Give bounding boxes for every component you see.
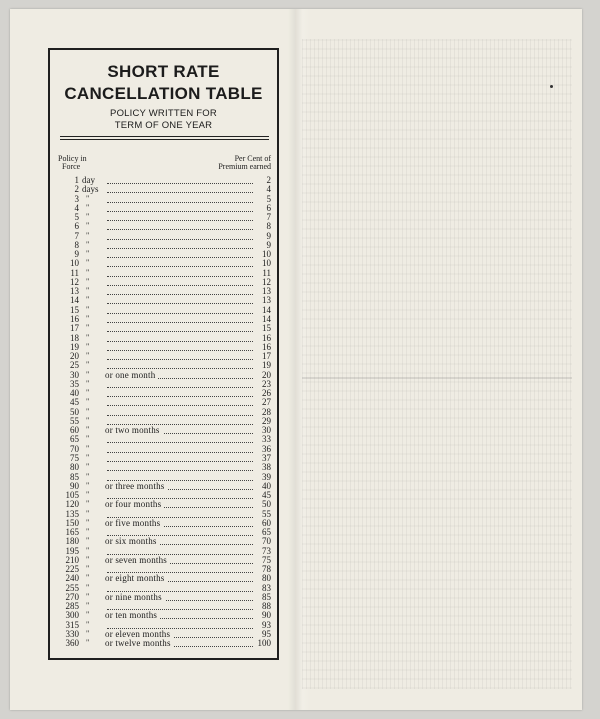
row-unit: days: [82, 184, 99, 195]
ditto-mark: ": [86, 564, 90, 574]
dot-leader: [107, 248, 253, 249]
column-header-premium: [218, 155, 271, 171]
ditto-mark: ": [86, 638, 90, 648]
ditto-mark: ": [86, 471, 90, 481]
row-percent: 45: [262, 490, 271, 501]
ditto-mark: ": [86, 406, 90, 416]
table-row: [50, 185, 277, 194]
row-days: 150: [65, 517, 79, 528]
column-header-premium-line1: Per Cent of: [234, 154, 271, 163]
title-rule-bottom: [60, 139, 269, 140]
row-month-equivalent: or one month: [105, 371, 158, 380]
table-title-line1: SHORT RATE: [107, 62, 220, 81]
table-row: [50, 296, 277, 305]
row-days: 315: [65, 619, 79, 630]
table-row: [50, 574, 277, 583]
table-row: [50, 482, 277, 491]
row-percent: 33: [262, 434, 271, 445]
dot-leader: [107, 211, 253, 212]
table-row: [50, 259, 277, 268]
ditto-mark: ": [86, 462, 90, 472]
row-days: 8: [74, 239, 79, 250]
table-row: [50, 408, 277, 417]
ditto-mark: ": [86, 610, 90, 620]
ditto-mark: ": [86, 508, 90, 518]
dot-leader: [107, 229, 253, 230]
row-days: 120: [65, 499, 79, 510]
table-row: [50, 398, 277, 407]
ditto-mark: ": [86, 276, 90, 286]
title-rule-top: [60, 136, 269, 137]
ditto-mark: ": [86, 527, 90, 537]
row-days: 1: [74, 175, 79, 185]
ditto-mark: ": [86, 452, 90, 462]
column-header-policy-line2: Force: [62, 162, 81, 171]
row-days: 55: [70, 415, 79, 426]
table-row: [50, 204, 277, 213]
ditto-mark: ": [86, 369, 90, 379]
ditto-mark: ": [86, 490, 90, 500]
table-row: [50, 195, 277, 204]
row-month-equivalent: or six months: [105, 537, 160, 546]
ditto-mark: ": [86, 221, 90, 231]
row-percent: 28: [262, 406, 271, 417]
table-row: [50, 315, 277, 324]
dot-leader: [107, 266, 253, 267]
row-percent: 4: [266, 184, 271, 195]
bleed-through-text: [302, 39, 572, 689]
ditto-mark: ": [86, 267, 90, 277]
row-days: 225: [65, 564, 79, 575]
row-percent: 40: [262, 480, 271, 491]
row-percent: 29: [262, 415, 271, 426]
row-percent: 90: [262, 610, 271, 621]
row-days: 60: [70, 425, 79, 436]
ditto-mark: ": [86, 629, 90, 639]
ditto-mark: ": [86, 425, 90, 435]
row-days: 35: [70, 378, 79, 389]
table-row: [50, 639, 277, 648]
ditto-mark: ": [86, 360, 90, 370]
row-percent: 10: [262, 249, 271, 260]
table-row: [50, 454, 277, 463]
row-percent: 13: [262, 286, 271, 297]
row-percent: 19: [262, 360, 271, 371]
row-days: 2: [74, 184, 79, 195]
dot-leader: [107, 257, 253, 258]
row-days: 135: [65, 508, 79, 519]
dot-leader: [107, 442, 253, 443]
table-row: [50, 287, 277, 296]
row-days: 80: [70, 462, 79, 473]
row-month-equivalent: or two months: [105, 426, 163, 435]
ditto-mark: ": [86, 415, 90, 425]
table-row: [50, 343, 277, 352]
ditto-mark: ": [86, 434, 90, 444]
ditto-mark: ": [86, 193, 90, 203]
row-percent: 55: [262, 508, 271, 519]
ditto-mark: ": [86, 323, 90, 333]
column-header-policy-line1: Policy in: [58, 154, 87, 163]
row-percent: 2: [266, 175, 271, 185]
row-percent: 83: [262, 582, 271, 593]
row-days: 11: [70, 267, 79, 278]
dot-leader: [107, 331, 253, 332]
row-percent: 30: [262, 425, 271, 436]
row-percent: 27: [262, 397, 271, 408]
row-percent: 50: [262, 499, 271, 510]
ditto-mark: ": [86, 351, 90, 361]
ditto-mark: ": [86, 388, 90, 398]
column-header-premium-line2: Premium earned: [218, 162, 271, 171]
bleed-through-divider: [302, 377, 572, 379]
row-month-equivalent: or eleven months: [105, 630, 173, 639]
row-days: 14: [70, 295, 79, 306]
row-percent: 70: [262, 536, 271, 547]
row-percent: 20: [262, 369, 271, 380]
row-percent: 80: [262, 573, 271, 584]
row-days: 10: [70, 258, 79, 269]
row-days: 6: [74, 221, 79, 232]
ditto-mark: ": [86, 239, 90, 249]
row-days: 240: [65, 573, 79, 584]
row-days: 50: [70, 406, 79, 417]
rate-table-rows: [50, 176, 277, 649]
row-month-equivalent: or eight months: [105, 574, 168, 583]
row-percent: 17: [262, 351, 271, 362]
table-row: [50, 232, 277, 241]
row-days: 30: [70, 369, 79, 380]
row-days: 255: [65, 582, 79, 593]
row-percent: 14: [262, 313, 271, 324]
ink-speck: [550, 85, 553, 88]
table-row: [50, 602, 277, 611]
row-month-equivalent: or ten months: [105, 611, 160, 620]
row-percent: 8: [266, 221, 271, 232]
dot-leader: [107, 313, 253, 314]
table-row: [50, 510, 277, 519]
row-days: 85: [70, 471, 79, 482]
row-percent: 75: [262, 554, 271, 565]
ditto-mark: ": [86, 313, 90, 323]
dot-leader: [107, 294, 253, 295]
table-row: [50, 324, 277, 333]
row-days: 17: [70, 323, 79, 334]
row-days: 75: [70, 452, 79, 463]
row-percent: 39: [262, 471, 271, 482]
row-days: 45: [70, 397, 79, 408]
row-percent: 65: [262, 527, 271, 538]
row-month-equivalent: or nine months: [105, 593, 165, 602]
ditto-mark: ": [86, 332, 90, 342]
ditto-mark: ": [86, 582, 90, 592]
table-row: [50, 556, 277, 565]
row-days: 12: [70, 276, 79, 287]
table-row: [50, 426, 277, 435]
table-row: [50, 463, 277, 472]
row-percent: 100: [257, 638, 271, 649]
row-days: 15: [70, 304, 79, 315]
row-days: 360: [65, 638, 79, 649]
ditto-mark: ": [86, 443, 90, 453]
row-month-equivalent: or twelve months: [105, 639, 174, 648]
row-days: 5: [74, 212, 79, 223]
table-subtitle-line1: POLICY WRITTEN FOR: [110, 108, 217, 119]
table-row: [50, 241, 277, 250]
row-days: 90: [70, 480, 79, 491]
table-row: [50, 584, 277, 593]
ditto-mark: ": [86, 341, 90, 351]
table-row: [50, 611, 277, 620]
table-row: [50, 278, 277, 287]
row-month-equivalent: or five months: [105, 519, 163, 528]
dot-leader: [107, 405, 253, 406]
dot-leader: [107, 387, 253, 388]
row-days: 65: [70, 434, 79, 445]
ditto-mark: ": [86, 304, 90, 314]
table-row: [50, 537, 277, 546]
row-days: 20: [70, 351, 79, 362]
row-days: 300: [65, 610, 79, 621]
row-days: 195: [65, 545, 79, 556]
row-percent: 38: [262, 462, 271, 473]
row-days: 165: [65, 527, 79, 538]
row-percent: 23: [262, 378, 271, 389]
dot-leader: [107, 415, 253, 416]
ditto-mark: ": [86, 378, 90, 388]
dot-leader: [107, 192, 253, 193]
row-days: 285: [65, 601, 79, 612]
row-unit: day: [82, 175, 95, 185]
row-days: 105: [65, 490, 79, 501]
row-percent: 12: [262, 276, 271, 287]
row-percent: 16: [262, 332, 271, 343]
row-days: 13: [70, 286, 79, 297]
dot-leader: [107, 470, 253, 471]
row-percent: 14: [262, 304, 271, 315]
table-row: [50, 435, 277, 444]
row-days: 25: [70, 360, 79, 371]
dot-leader: [107, 359, 253, 360]
table-row: [50, 500, 277, 509]
row-month-equivalent: or seven months: [105, 556, 170, 565]
row-percent: 16: [262, 341, 271, 352]
row-percent: 73: [262, 545, 271, 556]
row-days: 180: [65, 536, 79, 547]
row-days: 18: [70, 332, 79, 343]
table-row: [50, 380, 277, 389]
dot-leader: [107, 322, 253, 323]
table-row: [50, 250, 277, 259]
column-header-policy: [58, 155, 87, 171]
dot-leader: [107, 276, 253, 277]
ditto-mark: ": [86, 212, 90, 222]
ditto-mark: ": [86, 536, 90, 546]
table-row: [50, 445, 277, 454]
ditto-mark: ": [86, 397, 90, 407]
row-percent: 6: [266, 202, 271, 213]
row-percent: 5: [266, 193, 271, 204]
table-title-line2: CANCELLATION TABLE: [64, 84, 263, 103]
ditto-mark: ": [86, 295, 90, 305]
row-days: 7: [74, 230, 79, 241]
row-percent: 93: [262, 619, 271, 630]
table-row: [50, 306, 277, 315]
ditto-mark: ": [86, 258, 90, 268]
row-percent: 9: [266, 230, 271, 241]
row-percent: 36: [262, 443, 271, 454]
row-days: 4: [74, 202, 79, 213]
row-month-equivalent: or three months: [105, 482, 168, 491]
row-percent: 13: [262, 295, 271, 306]
row-days: 70: [70, 443, 79, 454]
row-percent: 9: [266, 239, 271, 250]
table-row: [50, 417, 277, 426]
dot-leader: [107, 341, 253, 342]
ditto-mark: ": [86, 554, 90, 564]
dot-leader: [107, 396, 253, 397]
row-percent: 37: [262, 452, 271, 463]
ditto-mark: ": [86, 249, 90, 259]
table-row: [50, 389, 277, 398]
row-days: 9: [74, 249, 79, 260]
table-row: [50, 334, 277, 343]
row-days: 3: [74, 193, 79, 204]
ditto-mark: ": [86, 573, 90, 583]
dot-leader: [107, 303, 253, 304]
ditto-mark: ": [86, 619, 90, 629]
row-days: 210: [65, 554, 79, 565]
table-row: [50, 352, 277, 361]
dot-leader: [107, 461, 253, 462]
row-percent: 26: [262, 388, 271, 399]
ditto-mark: ": [86, 591, 90, 601]
row-percent: 60: [262, 517, 271, 528]
table-row: [50, 491, 277, 500]
row-month-equivalent: or four months: [105, 500, 164, 509]
row-percent: 15: [262, 323, 271, 334]
table-row: [50, 269, 277, 278]
row-days: 40: [70, 388, 79, 399]
row-days: 330: [65, 629, 79, 640]
ditto-mark: ": [86, 499, 90, 509]
ditto-mark: ": [86, 480, 90, 490]
ditto-mark: ": [86, 601, 90, 611]
row-percent: 85: [262, 591, 271, 602]
row-days: 19: [70, 341, 79, 352]
ditto-mark: ": [86, 517, 90, 527]
ditto-mark: ": [86, 286, 90, 296]
dot-leader: [107, 220, 253, 221]
ditto-mark: ": [86, 202, 90, 212]
table-row: [50, 528, 277, 537]
table-row: [50, 361, 277, 370]
dot-leader: [107, 452, 253, 453]
row-percent: 78: [262, 564, 271, 575]
table-row: [50, 371, 277, 380]
dot-leader: [107, 202, 253, 203]
row-days: 16: [70, 313, 79, 324]
dot-leader: [107, 285, 253, 286]
table-subtitle-line2: TERM OF ONE YEAR: [114, 120, 213, 131]
cancellation-table-box: [48, 48, 279, 660]
table-row: [50, 519, 277, 528]
row-percent: 88: [262, 601, 271, 612]
row-days: 270: [65, 591, 79, 602]
dot-leader: [107, 183, 253, 184]
table-row: [50, 593, 277, 602]
table-row: [50, 222, 277, 231]
row-percent: 95: [262, 629, 271, 640]
row-percent: 10: [262, 258, 271, 269]
row-percent: 7: [266, 212, 271, 223]
row-percent: 11: [262, 267, 271, 278]
ditto-mark: ": [86, 230, 90, 240]
table-row: [50, 213, 277, 222]
dot-leader: [107, 239, 253, 240]
ditto-mark: ": [86, 545, 90, 555]
dot-leader: [107, 350, 253, 351]
